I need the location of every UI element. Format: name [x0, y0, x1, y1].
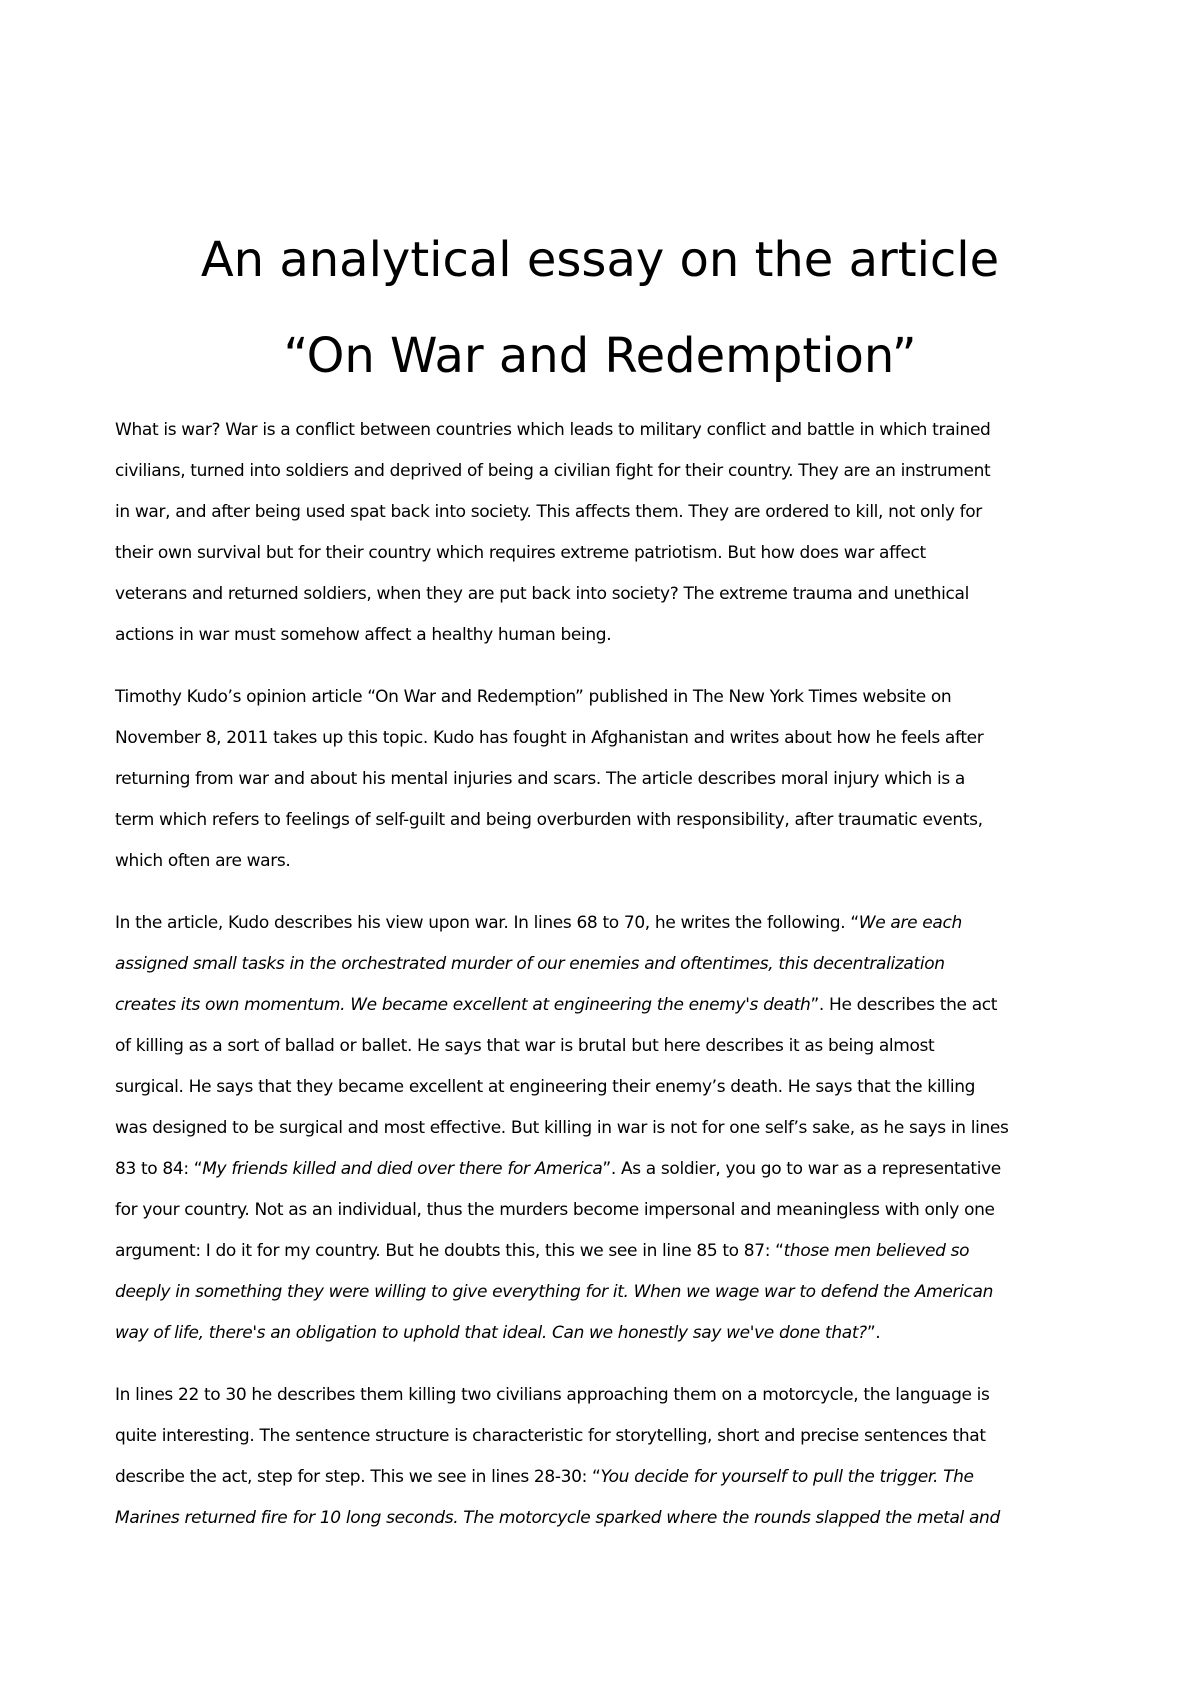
- text-segment: their own survival but for their country which requires extreme patriotism. But how does war affect: [115, 543, 926, 563]
- text-line: [115, 677, 1100, 718]
- paragraph-2: [115, 677, 1100, 882]
- text-segment: In lines 22 to 30 he describes them killing two civilians approaching them on a motorcycle, the language is: [115, 1385, 990, 1405]
- text-line: [115, 1067, 1100, 1108]
- text-segment: What is war? War is a conflict between countries which leads to military conflict and battle in which trained: [115, 420, 991, 440]
- italic-quote-segment: We are each: [858, 913, 962, 933]
- italic-quote-segment: You decide for yourself to pull the trigger. The: [600, 1467, 974, 1487]
- text-line: [115, 1375, 1100, 1416]
- text-segment: In the article, Kudo describes his view upon war. In lines 68 to 70, he writes the following. “: [115, 913, 859, 933]
- paragraph-3: [115, 903, 1100, 1354]
- text-line: [115, 615, 1100, 656]
- text-segment: Timothy Kudo’s opinion article “On War and Redemption” published in The New York Times website on: [115, 687, 952, 707]
- text-segment: term which refers to feelings of self-guilt and being overburden with responsibility, after traumatic events,: [115, 810, 983, 830]
- text-segment: was designed to be surgical and most effective. But killing in war is not for one self’s sake, as he says in lines: [115, 1118, 1009, 1138]
- title-line-2: “On War and Redemption”: [283, 328, 917, 384]
- text-segment: ”.: [866, 1323, 881, 1343]
- text-line: [115, 492, 1100, 533]
- text-line: [115, 574, 1100, 615]
- text-line: [115, 1498, 1100, 1539]
- italic-quote-segment: My friends killed and died over there for America: [202, 1159, 603, 1179]
- text-line: [115, 410, 1100, 451]
- italic-quote-segment: deeply in something they were willing to give everything for it. When we wage war to defend the American: [115, 1282, 993, 1302]
- text-segment: ”. He describes the act: [810, 995, 998, 1015]
- text-segment: actions in war must somehow affect a healthy human being.: [115, 625, 612, 645]
- text-line: [115, 903, 1100, 944]
- text-line: [115, 1108, 1100, 1149]
- text-line: [115, 533, 1100, 574]
- text-line: [115, 1272, 1100, 1313]
- document-title: [0, 212, 1200, 404]
- italic-quote-segment: creates its own momentum. We became excellent at engineering the enemy's death: [115, 995, 811, 1015]
- text-segment: veterans and returned soldiers, when they are put back into society? The extreme trauma and unethical: [115, 584, 969, 604]
- text-line: [115, 718, 1100, 759]
- paragraph-4: [115, 1375, 1100, 1539]
- paragraph-1: [115, 410, 1100, 656]
- text-line: [115, 1457, 1100, 1498]
- italic-quote-segment: those men believed so: [783, 1241, 970, 1261]
- text-line: [115, 1313, 1100, 1354]
- text-line: [115, 985, 1100, 1026]
- text-segment: for your country. Not as an individual, thus the murders become impersonal and meaningless with only one: [115, 1200, 995, 1220]
- text-line: [115, 1416, 1100, 1457]
- text-segment: 83 to 84: “: [115, 1159, 203, 1179]
- text-segment: in war, and after being used spat back into society. This affects them. They are ordered to kill, not only for: [115, 502, 982, 522]
- text-line: [115, 1190, 1100, 1231]
- text-line: [115, 944, 1100, 985]
- text-line: [115, 1149, 1100, 1190]
- text-segment: quite interesting. The sentence structure is characteristic for storytelling, short and precise sentences that: [115, 1426, 986, 1446]
- text-line: [115, 800, 1100, 841]
- document-body: [115, 410, 1100, 1539]
- text-line: [115, 759, 1100, 800]
- text-segment: ”. As a soldier, you go to war as a representative: [602, 1159, 1001, 1179]
- italic-quote-segment: assigned small tasks in the orchestrated murder of our enemies and oftentimes, this decentralization: [115, 954, 945, 974]
- text-line: [115, 451, 1100, 492]
- text-segment: November 8, 2011 takes up this topic. Kudo has fought in Afghanistan and writes about how he feels after: [115, 728, 984, 748]
- text-segment: surgical. He says that they became excellent at engineering their enemy’s death. He says that the killing: [115, 1077, 976, 1097]
- title-line-1: An analytical essay on the article: [200, 232, 1000, 288]
- text-segment: returning from war and about his mental injuries and scars. The article describes moral injury which is a: [115, 769, 965, 789]
- text-segment: describe the act, step for step. This we see in lines 28-30: “: [115, 1467, 601, 1487]
- paragraph-gap: [115, 656, 1100, 677]
- paragraph-gap: [115, 882, 1100, 903]
- italic-quote-segment: way of life, there's an obligation to uphold that ideal. Can we honestly say we've done that?: [115, 1323, 867, 1343]
- text-segment: civilians, turned into soldiers and deprived of being a civilian fight for their country. They are an instrument: [115, 461, 991, 481]
- text-line: [115, 1231, 1100, 1272]
- paragraph-gap: [115, 1354, 1100, 1375]
- text-segment: which often are wars.: [115, 851, 291, 871]
- text-line: [115, 1026, 1100, 1067]
- text-line: [115, 841, 1100, 882]
- text-segment: of killing as a sort of ballad or ballet. He says that war is brutal but here describes it as being almost: [115, 1036, 935, 1056]
- italic-quote-segment: Marines returned fire for 10 long seconds. The motorcycle sparked where the rounds slapped the metal and: [115, 1508, 1000, 1528]
- text-segment: argument: I do it for my country. But he doubts this, this we see in line 85 to 87: “: [115, 1241, 784, 1261]
